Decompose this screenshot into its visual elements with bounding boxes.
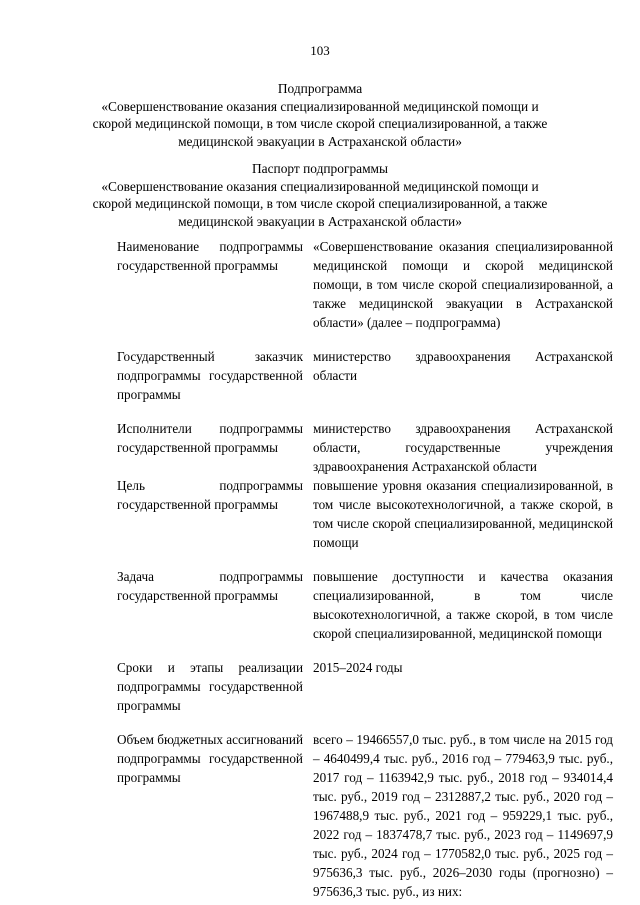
row-label: Объем бюджетных ассигнований подпрограммы государственной программы xyxy=(117,732,303,785)
row-label: Наименование подпрограммы государственной программы xyxy=(117,239,303,273)
row-label: Государственный заказчик подпрограммы государственной программы xyxy=(117,349,303,402)
passport-row-name xyxy=(117,237,613,347)
passport-name: «Совершенствование оказания специализированной медицинской помощи и скорой медицинской помощи, в том числе скорой специализированной, а также медицинской эвакуации в Астраханской области» xyxy=(92,178,548,229)
passport-table xyxy=(117,237,613,901)
passport-heading: Паспорт подпрограммы xyxy=(251,161,389,176)
row-value: 2015–2024 годы xyxy=(313,660,403,675)
row-value: всего – 19466557,0 тыс. руб., в том числе на 2015 год – 4640499,4 тыс. руб., 2016 год – 779463,9 тыс. руб., 2017 год – 1163942,9 тыс. руб., 2018 год – 934014,4 тыс. руб., 2019 год – 2312887,2 тыс. руб., 2020 год – 1967488,9 тыс. руб., 2021 год – 959229,1 тыс. руб., 2022 год – 1837478,7 тыс. руб., 2023 год – 1149697,9 тыс. руб., 2024 год – 1770582,0 тыс. руб., 2025 год – 975636,3 тыс. руб., 2026–2030 годы (прогнозно) – 975636,3 тыс. руб., из них: xyxy=(313,732,613,899)
row-label: Цель подпрограммы государственной программы xyxy=(117,478,303,512)
subprogram-heading: Подпрограмма xyxy=(277,81,363,96)
passport-row-customer xyxy=(117,347,613,419)
row-label: Исполнители подпрограммы государственной программы xyxy=(117,421,303,455)
passport-row-terms xyxy=(117,658,613,730)
subprogram-title xyxy=(90,80,550,150)
row-label: Сроки и этапы реализации подпрограммы государственной программы xyxy=(117,660,303,713)
page-number: 103 xyxy=(310,43,330,58)
passport-row-task xyxy=(117,567,613,658)
passport-title xyxy=(90,160,550,230)
passport-row-budget xyxy=(117,730,613,901)
row-value: министерство здравоохранения Астраханской области, государственные учреждения здравоохранения Астраханской области xyxy=(313,421,613,474)
passport-row-goal xyxy=(117,476,613,567)
passport-row-executors xyxy=(117,419,613,476)
row-value: министерство здравоохранения Астраханской области xyxy=(313,349,613,383)
row-value: повышение уровня оказания специализированной, в том числе высокотехнологичной, а также скорой, в том числе скорой специализированной, медицинской помощи xyxy=(313,478,613,550)
row-value: «Совершенствование оказания специализированной медицинской помощи и скорой медицинской помощи, в том числе скорой специализированной, а также медицинской эвакуации в Астраханской области» (далее – подпрограмма) xyxy=(313,239,613,330)
row-label: Задача подпрограммы государственной программы xyxy=(117,569,303,603)
subprogram-name: «Совершенствование оказания специализированной медицинской помощи и скорой медицинской помощи, в том числе скорой специализированной, а также медицинской эвакуации в Астраханской области» xyxy=(92,98,548,149)
row-value: повышение доступности и качества оказания специализированной, в том числе высокотехнологичной, а также скорой, в том числе скорой специализированной, медицинской помощи xyxy=(313,569,613,641)
